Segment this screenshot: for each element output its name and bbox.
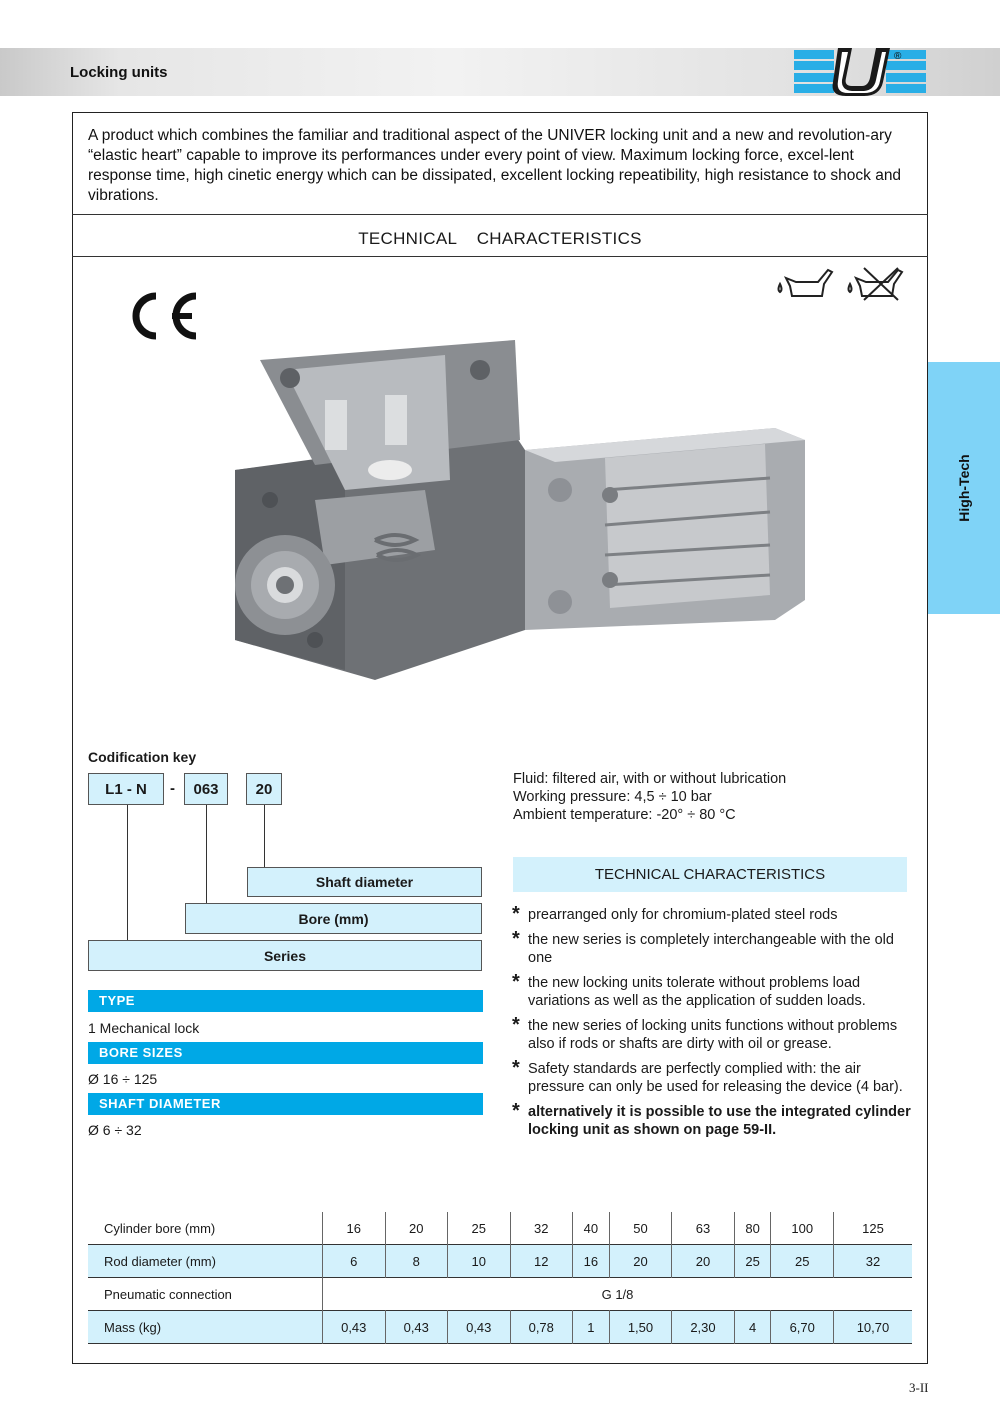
univer-logo <box>790 46 930 98</box>
table-row: Pneumatic connection G 1/8 <box>88 1278 912 1311</box>
list-item: * alternatively it is possible to use the integrated cylinder locking unit as shown on page 59-II. <box>512 1100 911 1138</box>
temperature-line: Ambient temperature: -20° ÷ 80 °C <box>513 807 736 823</box>
bore-sizes-header: BORE SIZES <box>88 1042 483 1064</box>
shaft-diameter-label: Shaft diameter <box>247 867 482 897</box>
table-row: Mass (kg) 0,43 0,43 0,43 0,78 1 1,50 2,30 4 6,70 10,70 <box>88 1311 912 1344</box>
divider <box>72 214 928 215</box>
divider <box>72 256 928 257</box>
series-label: Series <box>88 940 482 971</box>
list-item: * Safety standards are perfectly complied with: the air pressure can only be used for releasing the device (4 bar). <box>512 1057 903 1095</box>
shaft-diameter-header: SHAFT DIAMETER <box>88 1093 483 1115</box>
ce-mark-icon <box>126 290 202 342</box>
code-series: L1 - N <box>88 773 164 805</box>
bore-label: Bore (mm) <box>185 903 482 934</box>
characteristics-list <box>512 903 912 1146</box>
locking-unit-illustration <box>225 340 825 690</box>
list-item: * prearranged only for chromium-plated steel rods <box>512 903 838 925</box>
pressure-line: Working pressure: 4,5 ÷ 10 bar <box>513 789 712 805</box>
code-dash: - <box>170 780 175 797</box>
fluid-line: Fluid: filtered air, with or without lubrication <box>513 771 787 787</box>
specification-table <box>88 1212 912 1344</box>
operating-conditions <box>513 770 786 824</box>
bore-sizes-value: Ø 16 ÷ 125 <box>88 1071 158 1087</box>
no-oil-can-icon <box>849 268 903 300</box>
intro-paragraph: A product which combines the familiar and traditional aspect of the UNIVER locking unit and a new and revolution-ary “elastic heart” capable to improve its performances under every point of view. Maximum locking force, excel-lent response time, high cinetic energy which can be dissipated, excellent locking repeatibility, high resistance to shock and vibrations. <box>88 127 902 204</box>
list-item: * the new locking units tolerate without problems load variations as well as the application of sudden loads. <box>512 971 866 1009</box>
table-row: Cylinder bore (mm) 16 20 25 32 40 50 63 80 100 125 <box>88 1212 912 1245</box>
connector-line <box>127 805 128 940</box>
page-title: Locking units <box>70 64 168 81</box>
connector-line <box>206 805 207 903</box>
lubrication-icons <box>772 262 912 302</box>
table-row: Rod diameter (mm) 6 8 10 12 16 20 20 25 25 32 <box>88 1245 912 1278</box>
shaft-diameter-value: Ø 6 ÷ 32 <box>88 1122 142 1138</box>
oil-can-icon <box>779 270 833 296</box>
technical-characteristics-title: TECHNICAL CHARACTERISTICS <box>358 229 642 248</box>
code-shaft: 20 <box>246 773 282 805</box>
type-header: TYPE <box>88 990 483 1012</box>
side-tab-high-tech: High-Tech <box>928 362 1000 614</box>
codification-title: Codification key <box>88 749 197 765</box>
technical-characteristics-bar: TECHNICAL CHARACTERISTICS <box>513 857 907 892</box>
list-item: * the new series of locking units functions without problems also if rods or shafts are dirty with oil or grease. <box>512 1014 898 1052</box>
connector-line <box>264 805 265 867</box>
list-item: * the new series is completely interchangeable with the old one <box>512 928 894 966</box>
page-number: 3-II <box>909 1380 929 1395</box>
type-value: 1 Mechanical lock <box>88 1020 200 1036</box>
svg-text:®: ® <box>894 51 902 62</box>
code-bore: 063 <box>184 773 228 805</box>
